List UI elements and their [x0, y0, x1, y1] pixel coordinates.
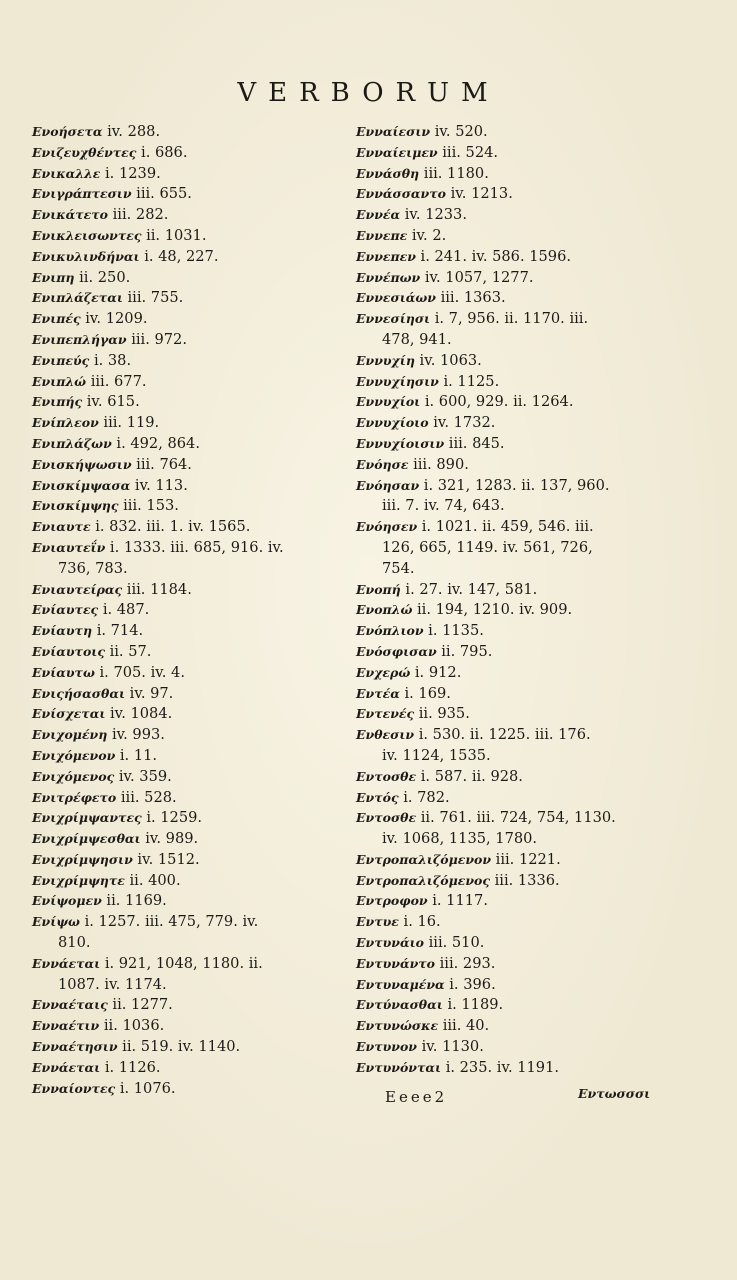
reference: i. 487.: [102, 601, 150, 619]
reference: i. 16.: [403, 913, 441, 931]
index-entry: [32, 517, 342, 538]
headword: Ενναίοντες: [32, 1080, 116, 1096]
index-entry: [32, 205, 342, 226]
reference: ii. 1225.: [469, 726, 531, 744]
reference: iii. 1221.: [495, 850, 561, 868]
index-entry: [356, 725, 656, 767]
index-entry: [356, 912, 656, 933]
reference: iv. 615.: [86, 393, 140, 411]
index-entry: [32, 580, 342, 601]
reference: i. 1239.: [105, 164, 161, 182]
index-entry: [356, 684, 656, 705]
index-entry: [32, 122, 342, 143]
headword: Ενιπεύς: [32, 352, 90, 368]
headword: Ενιπεπλήγαν: [32, 331, 127, 347]
headword: Ενιχρίμψητε: [32, 872, 125, 888]
reference: iii. 1184.: [126, 580, 192, 598]
headword: Εννυχίησιν: [356, 373, 439, 389]
headword: Ενίψω: [32, 914, 80, 930]
headword: Εντενές: [356, 706, 415, 722]
reference: iv. 1130.: [421, 1038, 484, 1056]
index-entry: [356, 247, 656, 268]
reference: i. 600, 929.: [424, 393, 509, 411]
index-entry: [32, 788, 342, 809]
headword: Ενναίεσιν: [356, 124, 431, 139]
headword: Εντυνώσκε: [356, 1018, 439, 1034]
headword: Ενιχρίμψεσθαι: [32, 831, 141, 847]
reference: iv. 1732.: [433, 414, 496, 432]
index-entry: [356, 850, 656, 871]
reference-continuation: 126, 665, 1149. iv. 561, 726,: [382, 538, 593, 556]
headword: Εντυνόνται: [356, 1059, 442, 1075]
headword: Ενιπής: [32, 394, 83, 410]
headword: Εννάσσαντο: [356, 186, 446, 202]
index-entry: [32, 476, 342, 497]
reference: iv. 113.: [134, 476, 188, 494]
headword: Εντροφον: [356, 893, 428, 909]
reference-continuation: 478, 941.: [382, 330, 452, 348]
headword: Ενισκίμψης: [32, 498, 119, 514]
headword: Ενισκήψωσιν: [32, 456, 132, 472]
reference: iii. 293.: [439, 954, 496, 972]
headword: Ενοπλώ: [356, 602, 413, 618]
index-entry: [356, 871, 656, 892]
headword: Εννεσιάων: [356, 290, 436, 306]
reference: iv. 989.: [145, 830, 199, 848]
reference: iii.: [575, 518, 594, 536]
headword: Ενναέτησιν: [32, 1039, 118, 1055]
reference: iii. 1.: [146, 518, 184, 536]
headword: Ενιαυτε: [32, 519, 91, 535]
headword: Εντροπαλιζόμενον: [356, 851, 492, 867]
reference: ii. 1170.: [504, 310, 565, 328]
reference: i. 396.: [449, 975, 496, 993]
reference: iv.: [267, 538, 284, 556]
reference: ii. 1264.: [513, 393, 574, 411]
index-entry: [32, 496, 342, 517]
headword: Εντύνασθαι: [356, 997, 443, 1013]
reference-continuation: iv. 1068, 1135, 1780.: [382, 830, 538, 848]
headword: Ενίαυτη: [32, 623, 93, 639]
index-entry: [356, 143, 656, 164]
index-entry: [32, 663, 342, 684]
reference: ii. 1031.: [146, 226, 207, 244]
index-entry: [32, 746, 342, 767]
index-entry: [32, 1016, 342, 1037]
index-entry: [356, 954, 656, 975]
index-entry: [356, 933, 656, 954]
headword: Ενιπη: [32, 269, 75, 285]
index-entry: [356, 642, 656, 663]
index-entry: [356, 788, 656, 809]
reference: iv. 1565.: [188, 518, 251, 536]
reference: ii.: [248, 954, 263, 972]
signature-mark: Eeee2: [385, 1088, 448, 1106]
reference: iii. 1336.: [494, 871, 560, 889]
headword: Ενιχρίμψησιν: [32, 851, 133, 867]
reference: iv. 1063.: [419, 351, 482, 369]
reference: iv. 359.: [118, 767, 172, 785]
index-entry: [32, 392, 342, 413]
index-entry: [32, 600, 342, 621]
headword: Ενικάτετο: [32, 207, 108, 223]
headword: Εννεπεν: [356, 248, 416, 264]
index-entry: [32, 995, 342, 1016]
reference: iii. 655.: [136, 185, 192, 203]
reference: ii. 57.: [109, 642, 152, 660]
reference: i. 587.: [420, 767, 468, 785]
headword: Ενόησεν: [356, 519, 418, 535]
reference: iii. 510.: [428, 934, 485, 952]
index-entry: [32, 247, 342, 268]
headword: Ενιπλάζων: [32, 435, 112, 451]
index-entry: [356, 767, 656, 788]
headword: Ενιχρίμψαντες: [32, 810, 142, 826]
reference-continuation: 754.: [382, 559, 415, 577]
index-entry: [356, 372, 656, 393]
reference: i. 169.: [404, 684, 451, 702]
headword: Ενίαυτοις: [32, 643, 105, 659]
headword: Ενικαλλε: [32, 165, 101, 181]
headword: Ενιγράπτεσιν: [32, 186, 132, 202]
index-entry: [32, 767, 342, 788]
reference: iii. 153.: [123, 497, 179, 515]
reference: ii. 400.: [129, 871, 181, 889]
headword: Εντοσθε: [356, 810, 417, 826]
reference: i. 912.: [414, 663, 462, 681]
reference: i. 1117.: [432, 892, 488, 910]
reference: iii. 890.: [413, 455, 469, 473]
reference: iii. 524.: [442, 143, 499, 161]
reference: iv. 586. 1596.: [471, 247, 572, 265]
reference: i. 530.: [418, 726, 466, 744]
reference: ii. 519.: [122, 1038, 174, 1056]
headword: Ενιχόμενος: [32, 768, 115, 784]
index-entry: [356, 517, 656, 579]
headword: Ενναέταις: [32, 997, 108, 1013]
index-entry: [32, 309, 342, 330]
reference: iv. 1512.: [137, 850, 200, 868]
reference: iii. 475, 779.: [144, 913, 238, 931]
headword: Εννυχίοισιν: [356, 435, 445, 451]
index-entry: [356, 288, 656, 309]
headword: Εντοσθε: [356, 768, 417, 784]
headword: Ενιτρέφετο: [32, 789, 117, 805]
reference: iv. 909.: [519, 601, 573, 619]
index-entry: [32, 288, 342, 309]
reference: iv. 993.: [111, 726, 165, 744]
headword: Ενιχόμενον: [32, 747, 116, 763]
reference: ii. 761.: [420, 809, 472, 827]
index-entry: [32, 891, 342, 912]
index-entry: [32, 330, 342, 351]
headword: Ενίσχεται: [32, 706, 106, 722]
reference: iv.: [242, 913, 259, 931]
reference: i. 7, 956.: [434, 310, 500, 328]
reference: i. 235.: [445, 1058, 493, 1076]
reference: iii. 1180.: [423, 164, 489, 182]
headword: Ενιςήσασθαι: [32, 685, 126, 701]
reference: iv. 520.: [434, 123, 488, 140]
reference: ii. 1036.: [103, 1017, 165, 1035]
reference: iv. 147, 581.: [447, 580, 538, 598]
reference: iii. 764.: [136, 455, 192, 473]
index-entry: [32, 829, 342, 850]
headword: Ενόησε: [356, 456, 409, 472]
reference: i. 1189.: [447, 996, 504, 1014]
reference: iv. 1191.: [496, 1058, 560, 1076]
reference: i. 782.: [403, 788, 450, 806]
right-column: [356, 122, 656, 1079]
headword: Εννάσθη: [356, 165, 420, 181]
reference: iv. 97.: [129, 684, 174, 702]
reference: i. 241.: [420, 247, 467, 265]
catchword: Εντωσσσι: [578, 1086, 651, 1101]
headword: Ενιζευχθέντες: [32, 144, 137, 160]
index-entry: [32, 434, 342, 455]
index-entry: [356, 1016, 656, 1037]
reference: iv. 1209.: [85, 310, 148, 328]
headword: Ενόησαν: [356, 477, 420, 493]
running-head: VERBORUM: [237, 78, 500, 108]
headword: Εντυνον: [356, 1039, 417, 1055]
reference: iv. 1233.: [404, 206, 467, 224]
reference: iii. 845.: [448, 434, 505, 452]
reference: ii. 459, 546.: [482, 518, 571, 536]
reference: iii. 1363.: [440, 289, 506, 307]
index-entry: [356, 580, 656, 601]
reference: i. 1076.: [119, 1079, 176, 1097]
headword: Εντυναμένα: [356, 976, 445, 992]
index-entry: [32, 850, 342, 871]
headword: Ενθεσιν: [356, 727, 415, 743]
reference: iii. 119.: [103, 414, 160, 432]
index-entry: [356, 309, 656, 351]
reference: i. 705.: [99, 663, 146, 681]
index-entry: [356, 1037, 656, 1058]
reference: ii. 795.: [441, 642, 493, 660]
index-entry: [356, 808, 656, 850]
index-entry: [32, 808, 342, 829]
index-entry: [32, 704, 342, 725]
reference: iii. 755.: [127, 289, 184, 307]
index-entry: [356, 455, 656, 476]
reference: i. 1126.: [104, 1058, 161, 1076]
headword: Ενόπλιον: [356, 623, 424, 639]
headword: Ενίψομεν: [32, 893, 102, 909]
reference-continuation: 810.: [58, 934, 91, 952]
headword: Ενιαυτείρας: [32, 581, 123, 597]
index-entry: [32, 684, 342, 705]
reference: i. 686.: [141, 143, 188, 161]
headword: Εντός: [356, 789, 399, 805]
reference: iii. 724, 754, 1130.: [476, 809, 616, 827]
index-entry: [32, 455, 342, 476]
reference: ii. 1169.: [106, 892, 167, 910]
reference: i. 1257.: [84, 913, 141, 931]
reference: iv. 1140.: [177, 1038, 241, 1056]
reference: i. 1259.: [146, 809, 203, 827]
headword: Εννέπων: [356, 269, 421, 285]
headword: Ενόσφισαν: [356, 643, 437, 659]
index-entry: [32, 538, 342, 580]
reference: iv. 288.: [107, 123, 161, 140]
headword: Ενιαυτεΐν: [32, 539, 106, 555]
reference: ii. 935.: [418, 705, 470, 723]
index-entry: [356, 392, 656, 413]
reference: i. 832.: [95, 518, 142, 536]
reference: i. 38.: [93, 351, 132, 369]
left-column: [32, 122, 342, 1099]
index-entry: [356, 891, 656, 912]
headword: Ενναέτιν: [32, 1018, 100, 1034]
index-entry: [32, 954, 342, 996]
index-entry: [356, 122, 656, 143]
headword: Εντυε: [356, 914, 399, 930]
index-entry: [356, 434, 656, 455]
index-entry: [32, 226, 342, 247]
index-entry: [356, 226, 656, 247]
index-entry: [356, 413, 656, 434]
index-entry: [32, 143, 342, 164]
reference: ii. 1277.: [112, 996, 173, 1014]
headword: Ενοπή: [356, 581, 401, 597]
headword: Εννυχίη: [356, 352, 415, 368]
reference: iv. 4.: [150, 663, 185, 681]
reference: i. 1125.: [443, 372, 500, 390]
index-entry: [32, 1037, 342, 1058]
headword: Ενχερώ: [356, 664, 411, 680]
index-entry: [32, 1079, 342, 1100]
headword: Εννεσίησι: [356, 311, 431, 327]
reference: i. 1021.: [421, 518, 478, 536]
index-entry: [32, 621, 342, 642]
index-entry: [32, 164, 342, 185]
reference: iii. 282.: [112, 206, 169, 224]
reference-continuation: iv. 1124, 1535.: [382, 746, 491, 764]
reference: iii. 176.: [534, 726, 591, 744]
reference: i. 321, 1283.: [423, 476, 517, 494]
reference: i. 921, 1048, 1180.: [104, 954, 245, 972]
headword: Εντυνάιο: [356, 935, 424, 951]
index-entry: [32, 871, 342, 892]
headword: Εννυχίοιο: [356, 415, 429, 431]
reference: ii. 250.: [79, 268, 131, 286]
reference: iv. 1057, 1277.: [424, 268, 534, 286]
reference: iii.: [569, 310, 589, 328]
index-entry: [356, 184, 656, 205]
reference: iii. 685, 916.: [170, 538, 264, 556]
headword: Εννάεται: [32, 955, 101, 971]
reference: i. 11.: [119, 746, 158, 764]
index-entry: [32, 725, 342, 746]
index-entry: [32, 372, 342, 393]
headword: Εντροπαλιζόμενος: [356, 872, 490, 888]
reference: iv. 1084.: [110, 705, 173, 723]
headword: Ενιπές: [32, 311, 81, 327]
reference: iv. 1213.: [450, 185, 513, 203]
reference: i. 492, 864.: [116, 434, 200, 452]
headword: Εννέα: [356, 207, 401, 223]
reference: iv. 2.: [411, 226, 447, 244]
index-entry: [356, 268, 656, 289]
headword: Εννυχίοι: [356, 394, 421, 410]
headword: Ενίαυτες: [32, 602, 99, 618]
headword: Ενικλεισωντες: [32, 227, 142, 243]
index-entry: [32, 642, 342, 663]
headword: Ενιπλάζεται: [32, 290, 123, 306]
reference-continuation: iii. 7. iv. 74, 643.: [382, 497, 505, 515]
reference: iii. 40.: [442, 1017, 490, 1035]
reference: ii. 194, 1210.: [417, 601, 515, 619]
reference: iii. 528.: [120, 788, 177, 806]
index-entry: [356, 205, 656, 226]
headword: Εντέα: [356, 685, 400, 701]
index-entry: [356, 663, 656, 684]
index-entry: [32, 268, 342, 289]
reference: iii. 972.: [131, 330, 187, 348]
headword: Ενιχομένη: [32, 727, 108, 743]
reference: i. 48, 227.: [144, 247, 219, 265]
reference-continuation: 736, 783.: [58, 559, 128, 577]
reference: i. 1135.: [428, 622, 484, 640]
index-entry: [356, 476, 656, 518]
reference: i. 714.: [96, 622, 144, 640]
headword: Εννεπε: [356, 227, 408, 243]
reference-continuation: 1087. iv. 1174.: [58, 975, 167, 993]
headword: Ενισκίμψασα: [32, 477, 131, 493]
headword: Ενικυλινδήναι: [32, 248, 140, 264]
headword: Ενοήσετα: [32, 124, 103, 139]
reference: i. 1333.: [109, 538, 166, 556]
headword: Ενίαυτω: [32, 664, 95, 680]
index-entry: [356, 621, 656, 642]
headword: Εννάεται: [32, 1059, 101, 1075]
index-entry: [356, 351, 656, 372]
headword: Ενιπλώ: [32, 373, 87, 389]
index-entry: [32, 912, 342, 954]
index-entry: [32, 1058, 342, 1079]
reference: i. 27.: [405, 580, 443, 598]
headword: Εντυνάντο: [356, 955, 435, 971]
index-entry: [356, 600, 656, 621]
headword: Ενίπλεον: [32, 415, 99, 431]
index-entry: [32, 351, 342, 372]
reference: ii. 137, 960.: [521, 476, 610, 494]
headword: Ενναίειμεν: [356, 144, 438, 160]
index-entry: [356, 975, 656, 996]
index-entry: [356, 1058, 656, 1079]
reference: iii. 677.: [90, 372, 147, 390]
reference: ii. 928.: [471, 767, 523, 785]
index-entry: [356, 164, 656, 185]
index-entry: [356, 995, 656, 1016]
index-entry: [32, 184, 342, 205]
index-entry: [356, 704, 656, 725]
index-entry: [32, 413, 342, 434]
